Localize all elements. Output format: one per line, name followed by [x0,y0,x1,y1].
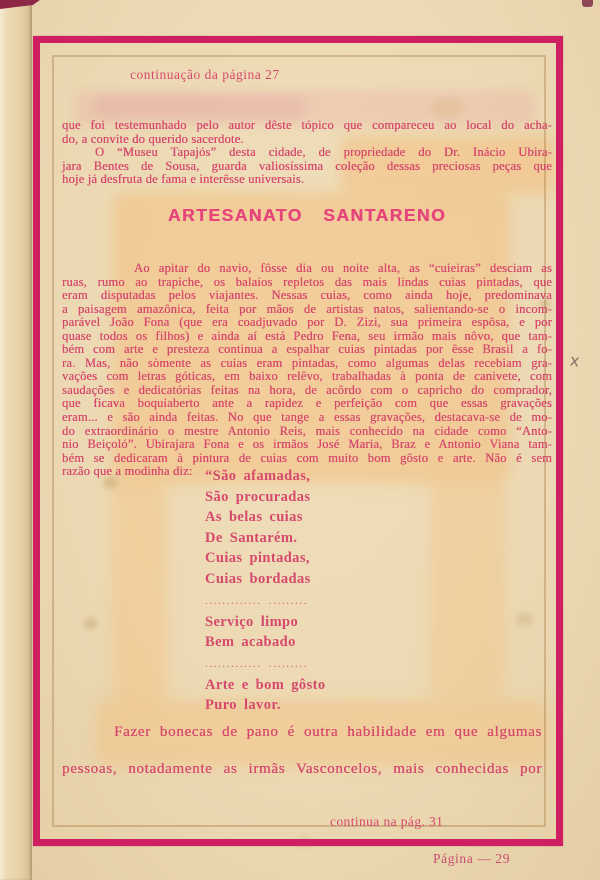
text-line: pessoas, notadamente as irmãs Vasconcelos, mais conhecidas por [62,761,542,777]
text-line: do, a convite do querido sacerdote. [62,131,244,146]
poem-stanza-2 [205,612,326,653]
text-line: que foi testemunhado pelo autor dêste tópico que compareceu ao local do acha- [62,118,552,132]
article-body-paragraph [62,262,552,479]
closing-paragraph [62,714,542,788]
text-line: Cuias pintadas, [205,550,310,567]
page-left-edge-crease [0,0,32,880]
text-line: bém se dedicaram à pintura de cuias com muito bom gôsto e arte. Não é sem [62,450,552,465]
article-title: ARTESANATO SANTARENO [167,205,447,225]
text-line: jara Bentes de Sousa, guarda valiosíssima coleção dessas preciosas peças que [62,158,552,173]
text-line: São procuradas [205,488,311,505]
text-line: saudações e dedicatórias feitas na hora, de acôrdo com o capricho do comprador, [62,382,552,397]
text-line: nio Beiçoló”. Ubirajara Fona e os irmãos José Maria, Braz e Antonio Viana tam- [62,437,552,452]
page-number-label: Página — 29 [433,851,511,866]
intro-paragraph-2 [62,146,552,187]
text-line: As belas cuias [205,509,303,526]
text-line: Fazer bonecas de pano é outra habilidade em que algumas [114,724,542,740]
text-line: Puro lavor. [205,697,281,714]
text-line: eram... e são ainda feitas. No que tange a essas gravações, destacava-se de mo- [62,410,552,425]
text-line: ruas, rumo ao trapiche, os balaios repletos das mais lindas cuias pintadas, que [62,274,552,289]
text-line: razão que a modinha diz: [62,464,193,479]
text-line: Bem acabado [205,634,296,651]
text-line: Ao apitar do navio, fôsse dia ou noite alta, as “cuieiras” desciam as [134,261,552,275]
poem-stanza-1 [205,466,326,590]
continues-on-page-note: continua na pág. 31 [330,814,444,829]
poem-stanza-3 [205,675,326,716]
text-line: ra. Mas, não sòmente as cuias eram pintadas, como algumas delas recebiam gra- [62,355,552,370]
text-line: De Santarém. [205,529,298,546]
poem-dotted-line: ............. ......... [205,657,309,670]
poem-modinha [205,466,326,716]
handwritten-pencil-mark: x [568,350,581,371]
text-line: “São afamadas, [205,468,311,484]
intro-section [62,119,552,187]
text-line: Arte e bom gôsto [205,676,326,693]
text-line: Cuias bordadas [205,570,311,587]
text-line: hoje já desfruta de fama e interêsse universais. [62,172,305,187]
text-line: parável João Fona (que era coadjuvado por D. Zizi, sua primeira espôsa, e por [62,315,552,330]
text-line: quase todos os filhos) e ainda aí está Pedro Fena, seu irmão mais nôvo, que tam- [62,328,552,343]
text-line: vações com letras góticas, em baixo relêvo, trabalhadas à ponta de canivete, com [62,369,552,384]
text-line: que ficava boquiaberto ante a rapidez e perfeição com que essas gravações [62,396,552,411]
intro-paragraph-1 [62,119,552,146]
text-line: O “Museu Tapajós” desta cidade, de propriedade do Dr. Inácio Ubira- [95,145,552,160]
text-line: do extraordinário o mestre Antonio Reis, mais conhecido na cidade como “Anto- [62,423,552,438]
text-line: Serviço limpo [205,613,299,630]
text-line: eram disputadas pelos viajantes. Nessas cuias, como ainda hoje, predominava [62,288,552,303]
continuation-header: continuação da página 27 [130,67,280,82]
paper-speck [582,0,593,7]
text-line: a paisagem amazônica, feita por mãos de artistas natos, salientando-se o incom- [62,301,552,316]
text-line: bém com arte e presteza continua a espalhar cuias pintadas por êsse Brasil a fo- [62,342,552,357]
poem-dotted-line: ............. ......... [205,594,309,607]
